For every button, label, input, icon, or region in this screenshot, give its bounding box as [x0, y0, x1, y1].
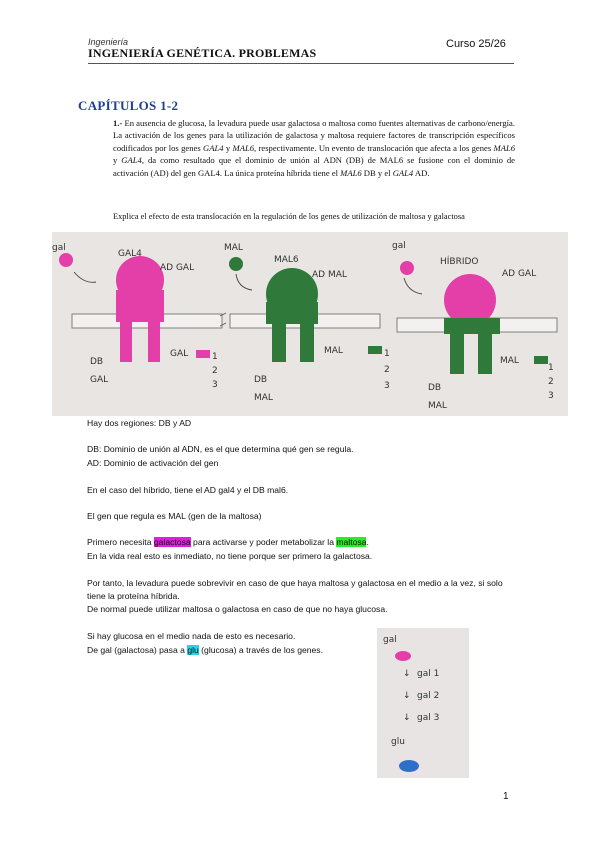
gene-number: 1: [548, 363, 554, 373]
gene-number: 3: [212, 380, 218, 390]
note-line: Si hay glucosa en el medio nada de esto es necesario.: [87, 631, 296, 641]
step-gal1: gal 1: [417, 669, 440, 679]
label-gal: gal: [392, 241, 406, 251]
label-mal-domain: MAL: [254, 393, 273, 403]
gene-name: GAL4: [392, 167, 414, 178]
label-glu: glu: [391, 737, 405, 747]
gene-number: 1: [384, 349, 390, 359]
galactose-molecule: [59, 253, 73, 267]
gene-number: 3: [384, 381, 390, 391]
problem-text: y: [223, 142, 233, 153]
note-line: Hay dos regiones: DB y AD: [87, 418, 192, 428]
note-text: De gal (galactosa) pasa a: [87, 645, 188, 655]
highlight-glu: glu: [187, 645, 199, 655]
gene-number: 3: [548, 391, 554, 401]
note-line: AD: Dominio de activación del gen: [87, 458, 219, 468]
question-text: Explica el efecto de esta translocación en la regulación de los genes de utilización de maltosa y galactosa: [113, 212, 465, 221]
gene-name: MAL6: [493, 142, 516, 153]
highlight-maltosa: maltosa: [336, 537, 367, 547]
gene-name: GAL4: [203, 142, 224, 153]
gene-number: 1: [212, 352, 218, 362]
chapter-title: CAPÍTULOS 1-2: [78, 98, 179, 113]
pathway-sketch: [377, 628, 469, 778]
highlight-galactosa: galactosa: [153, 537, 191, 547]
gene-name: MAL6: [340, 167, 362, 178]
note-line: El gen que regula es MAL (gen de la maltosa): [87, 511, 262, 521]
note-line: [87, 537, 369, 547]
gene-number: 2: [548, 377, 554, 387]
label-gal: gal: [383, 635, 397, 645]
gene-name: GAL4: [121, 155, 142, 166]
svg-text:↓: ↓: [403, 669, 411, 679]
label-ad-gal: AD GAL: [502, 269, 537, 279]
label-mal6: MAL6: [274, 255, 299, 265]
problem-text: , da como resultado que el dominio de unión al ADN (DB) de MAL6 se fusione con el dominio de activación (AD) del gen GAL4. La única proteína híbrida tiene el: [113, 155, 515, 178]
label-gal-domain: GAL: [90, 375, 109, 385]
note-line: En la vida real esto es inmediato, no tiene porque ser primero la galactosa.: [87, 551, 373, 561]
glucose-molecule: [399, 760, 419, 772]
label-ad-mal: AD MAL: [312, 270, 347, 280]
note-line: De normal puede utilizar maltosa o galactosa en caso de que no haya glucosa.: [87, 604, 388, 614]
note-text: para activarse y poder metabolizar la: [190, 537, 337, 547]
label-hibrido: HÍBRIDO: [440, 257, 479, 267]
label-db: DB: [428, 383, 442, 393]
problem-text: DB y el: [361, 167, 393, 178]
problem-number: 1.-: [113, 118, 123, 128]
note-line: [87, 645, 323, 655]
label-gal4: GAL4: [118, 249, 142, 259]
galactose-molecule: [400, 261, 414, 275]
note-text: (glucosa) a través de los genes.: [198, 645, 323, 655]
label-ad-gal: AD GAL: [160, 263, 195, 273]
galactose-molecule: [395, 651, 411, 661]
problem-text: y: [113, 155, 122, 166]
gene-number: 2: [212, 366, 218, 376]
header-title: INGENIERÍA GENÉTICA. PROBLEMAS: [88, 46, 317, 60]
problem-text: AD.: [413, 167, 430, 178]
label-gal-gene: GAL: [170, 349, 189, 359]
label-mal-domain: MAL: [428, 401, 447, 411]
label-db: DB: [90, 357, 104, 367]
header-subtitle: Ingeniería: [88, 37, 129, 47]
svg-text:↓: ↓: [403, 713, 411, 723]
gene-name: MAL6: [232, 142, 255, 153]
note-text: .: [366, 537, 369, 547]
problem-text: En ausencia de glucosa, la levadura puede usar galactosa o maltosa como fuentes alternativas de carbono/energía. La activación de los genes para la utilización de galactosa y maltosa requiere factores de transcripción específicos codificados por los genes: [113, 118, 515, 153]
problem-statement: [113, 117, 515, 179]
maltose-molecule: [229, 257, 243, 271]
note-text: Primero necesita: [87, 537, 154, 547]
gene-number: 2: [384, 365, 390, 375]
svg-text:↓: ↓: [403, 691, 411, 701]
label-mal: MAL: [224, 243, 243, 253]
label-mal-gene: MAL: [324, 346, 343, 356]
note-line: Por tanto, la levadura puede sobrevivir en caso de que haya maltosa y galactosa en el medio a la vez, si solo tiene la proteína híbrida.: [87, 578, 503, 601]
hand-drawn-diagram: [52, 232, 568, 416]
label-mal-gene: MAL: [500, 356, 519, 366]
step-gal3: gal 3: [417, 713, 440, 723]
course-label: Curso 25/26: [446, 38, 506, 50]
page-number: 1: [503, 791, 509, 802]
label-gal: gal: [52, 243, 66, 253]
problem-text: , respectivamente. Un evento de translocación que afecta a los genes: [254, 142, 494, 153]
step-gal2: gal 2: [417, 691, 440, 701]
header-divider: [88, 63, 514, 64]
label-db: DB: [254, 375, 268, 385]
note-line: DB: Dominio de unión al ADN, es el que determina qué gen se regula.: [87, 444, 354, 454]
note-line: En el caso del híbrido, tiene el AD gal4 y el DB mal6.: [87, 485, 289, 495]
